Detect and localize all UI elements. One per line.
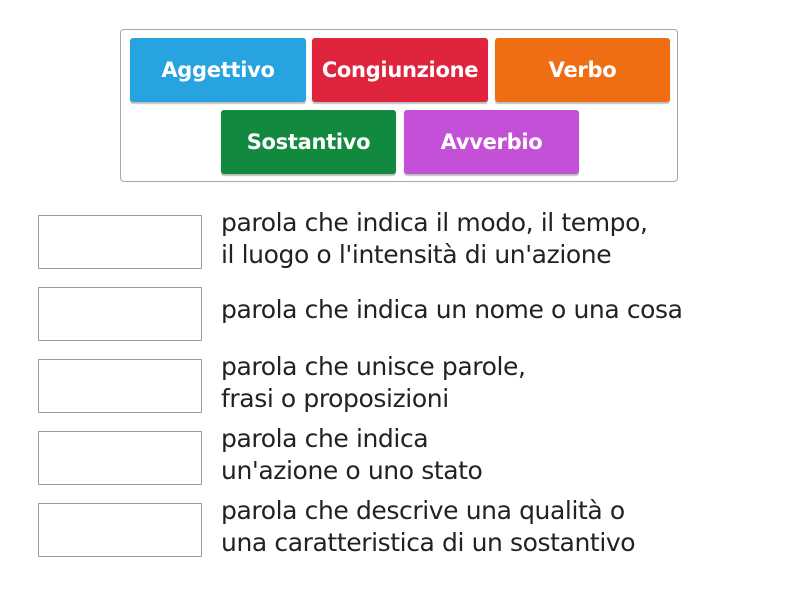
drop-slot-4[interactable] (38, 431, 202, 485)
definition-4 (221, 423, 781, 487)
match-row-4 (38, 424, 778, 491)
definition-1 (221, 207, 781, 271)
match-row-1 (38, 208, 778, 275)
drop-slot-2[interactable] (38, 287, 202, 341)
definition-2 (221, 294, 781, 326)
definition-1-line-1: parola che indica il modo, il tempo, (221, 208, 648, 237)
drop-slot-1[interactable] (38, 215, 202, 269)
tile-sostantivo[interactable]: Sostantivo (221, 110, 396, 174)
tile-congiunzione[interactable]: Congiunzione (312, 38, 488, 102)
definition-4-line-2: un'azione o uno stato (221, 456, 483, 485)
tile-aggettivo[interactable]: Aggettivo (130, 38, 306, 102)
tile-verbo[interactable]: Verbo (495, 38, 670, 102)
definition-1-line-2: il luogo o l'intensità di un'azione (221, 240, 612, 269)
definition-5-line-1: parola che descrive una qualità o (221, 496, 625, 525)
definition-2-line-1: parola che indica un nome o una cosa (221, 295, 683, 324)
match-row-2 (38, 287, 778, 347)
definition-5 (221, 495, 781, 559)
word-bank (120, 29, 678, 182)
definition-4-line-1: parola che indica (221, 424, 429, 453)
tile-avverbio[interactable]: Avverbio (404, 110, 579, 174)
definition-3-line-1: parola che unisce parole, (221, 352, 526, 381)
definition-3-line-2: frasi o proposizioni (221, 384, 449, 413)
match-row-5 (38, 496, 778, 563)
definition-3 (221, 351, 781, 415)
drop-slot-5[interactable] (38, 503, 202, 557)
definition-5-line-2: una caratteristica di un sostantivo (221, 528, 636, 557)
drop-slot-3[interactable] (38, 359, 202, 413)
match-row-3 (38, 352, 778, 419)
